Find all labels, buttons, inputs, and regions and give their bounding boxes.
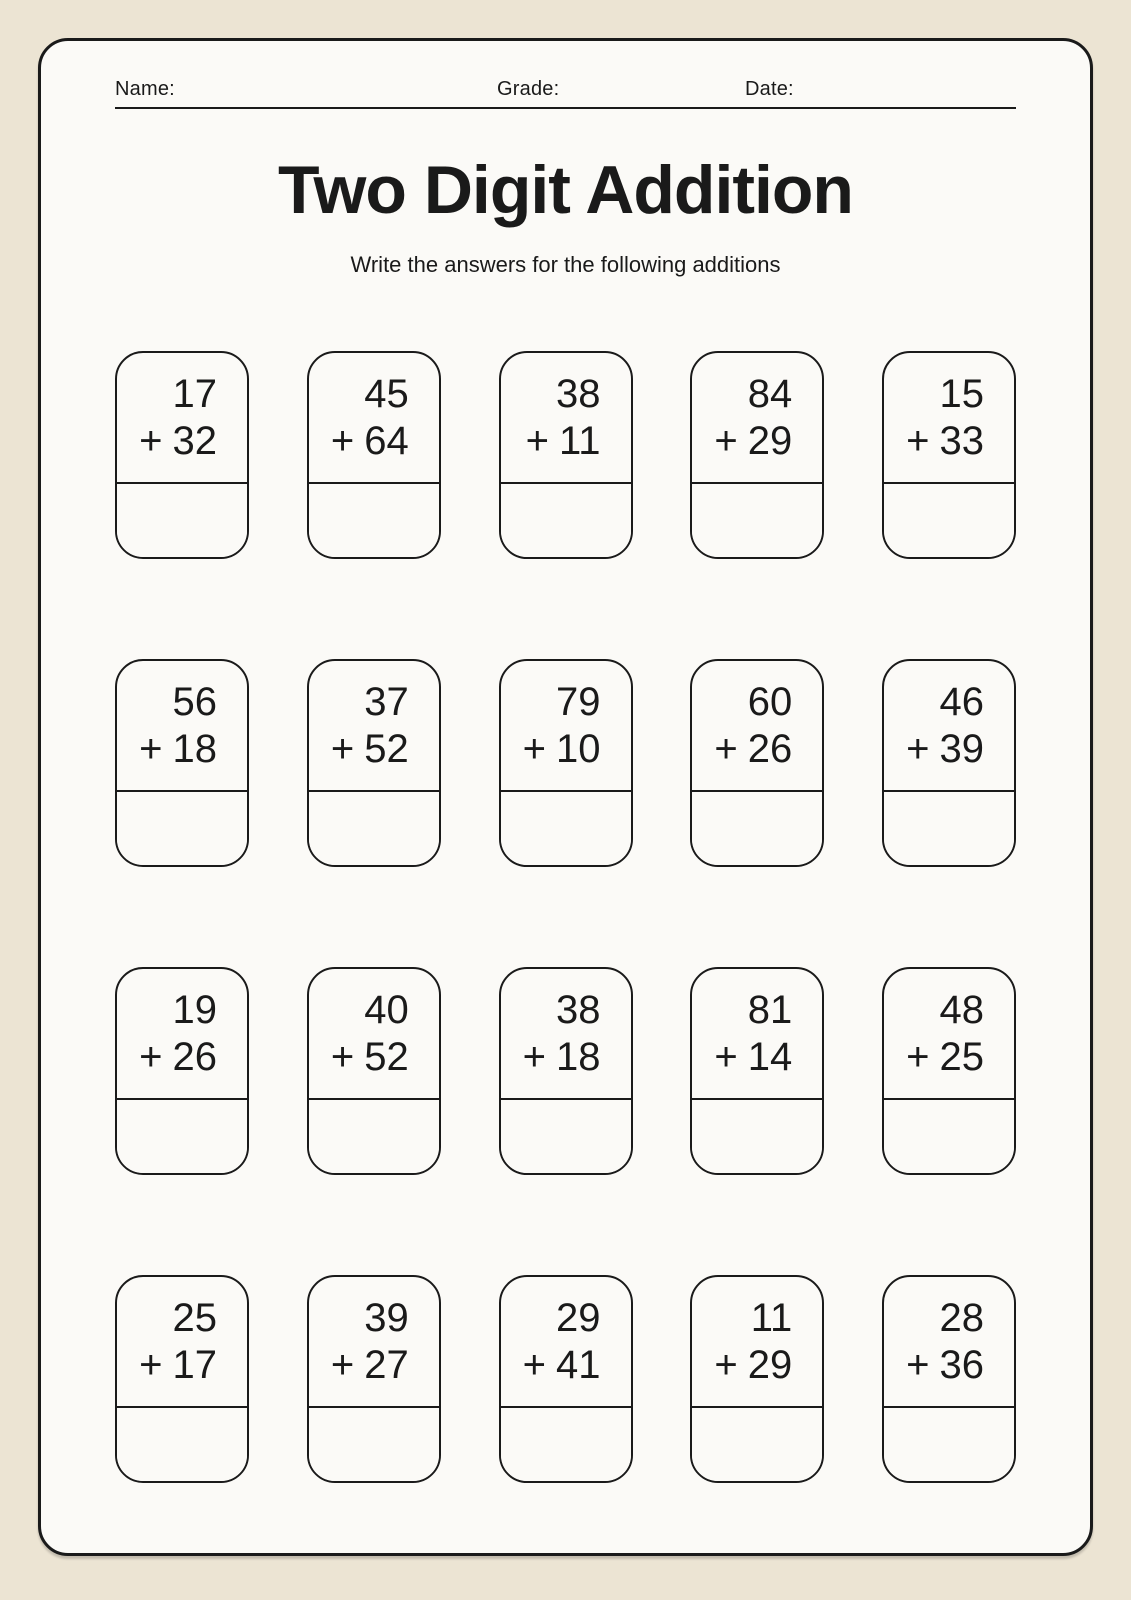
plus-operator: + xyxy=(525,418,549,463)
answer-box[interactable] xyxy=(884,1406,1014,1481)
addition-problem-card xyxy=(882,659,1016,867)
addend-bottom: 29 xyxy=(747,1342,793,1387)
problem-expression xyxy=(692,661,822,790)
addend-bottom-line xyxy=(884,726,984,773)
addend-bottom-line xyxy=(501,726,601,773)
name-label: Name: xyxy=(115,78,175,100)
plus-operator: + xyxy=(330,1342,355,1387)
answer-box[interactable] xyxy=(501,790,631,865)
answer-box[interactable] xyxy=(309,1098,439,1173)
answer-box[interactable] xyxy=(692,1406,822,1481)
addend-bottom: 25 xyxy=(939,1034,984,1079)
addend-bottom: 27 xyxy=(364,1342,409,1387)
date-label: Date: xyxy=(745,78,794,100)
addend-bottom-line xyxy=(117,418,217,465)
problem-expression xyxy=(884,353,1014,482)
addend-top: 19 xyxy=(172,987,217,1032)
plus-operator: + xyxy=(522,1342,546,1387)
plus-operator: + xyxy=(906,1342,930,1387)
worksheet-subtitle: Write the answers for the following additions xyxy=(350,252,781,277)
addend-bottom: 32 xyxy=(172,418,217,463)
worksheet-title: Two Digit Addition xyxy=(278,152,853,228)
addition-problem-card xyxy=(307,967,441,1175)
grade-label: Grade: xyxy=(497,78,560,100)
addend-bottom: 26 xyxy=(747,726,793,771)
addend-bottom: 18 xyxy=(172,726,217,771)
problem-expression xyxy=(117,1277,247,1406)
addend-top: 40 xyxy=(364,987,409,1032)
problem-expression xyxy=(501,969,631,1098)
addend-top: 17 xyxy=(172,371,217,416)
problem-expression xyxy=(692,353,822,482)
addend-top: 38 xyxy=(556,371,601,416)
addition-problem-card xyxy=(115,1275,249,1483)
addend-bottom-line xyxy=(117,1034,217,1081)
addition-problem-card xyxy=(690,967,824,1175)
addend-bottom-line xyxy=(884,418,984,465)
problem-expression xyxy=(692,969,822,1098)
addend-top: 79 xyxy=(556,679,601,724)
addend-top: 15 xyxy=(939,371,984,416)
addend-bottom-line xyxy=(501,1034,601,1081)
addition-problem-card xyxy=(115,967,249,1175)
plus-operator: + xyxy=(906,726,930,771)
problem-expression xyxy=(117,969,247,1098)
addend-top: 84 xyxy=(747,371,793,416)
addend-bottom: 18 xyxy=(556,1034,601,1079)
addend-top: 25 xyxy=(172,1295,217,1340)
answer-box[interactable] xyxy=(117,1406,247,1481)
plus-operator: + xyxy=(330,1034,355,1079)
addend-bottom: 39 xyxy=(939,726,984,771)
answer-box[interactable] xyxy=(117,1098,247,1173)
addend-bottom-line xyxy=(501,418,601,465)
addition-problem-card xyxy=(307,351,441,559)
addend-bottom-line xyxy=(692,726,792,773)
addend-bottom-line xyxy=(309,1034,409,1081)
answer-box[interactable] xyxy=(884,482,1014,557)
plus-operator: + xyxy=(330,418,355,463)
plus-operator: + xyxy=(714,726,738,771)
answer-box[interactable] xyxy=(117,482,247,557)
addend-top: 81 xyxy=(747,987,793,1032)
addend-bottom: 52 xyxy=(364,1034,409,1079)
addend-top: 46 xyxy=(939,679,984,724)
addend-bottom-line xyxy=(309,726,409,773)
answer-box[interactable] xyxy=(501,1098,631,1173)
addition-problem-card xyxy=(115,351,249,559)
addend-bottom: 29 xyxy=(747,418,793,463)
addition-problem-card xyxy=(882,351,1016,559)
addend-bottom: 52 xyxy=(364,726,409,771)
addend-bottom-line xyxy=(309,418,409,465)
answer-box[interactable] xyxy=(692,482,822,557)
addend-top: 38 xyxy=(556,987,601,1032)
addition-problem-card xyxy=(307,1275,441,1483)
addition-problem-card xyxy=(499,967,633,1175)
plus-operator: + xyxy=(522,1034,546,1079)
answer-box[interactable] xyxy=(884,1098,1014,1173)
plus-operator: + xyxy=(714,1342,738,1387)
answer-box[interactable] xyxy=(309,1406,439,1481)
problem-expression xyxy=(501,1277,631,1406)
addition-problem-card xyxy=(690,351,824,559)
addend-bottom: 14 xyxy=(747,1034,793,1079)
plus-operator: + xyxy=(522,726,546,771)
answer-box[interactable] xyxy=(309,482,439,557)
plus-operator: + xyxy=(139,1342,163,1387)
addend-bottom: 33 xyxy=(939,418,984,463)
problem-expression xyxy=(501,353,631,482)
problem-expression xyxy=(117,661,247,790)
problem-expression xyxy=(309,353,439,482)
problems-grid xyxy=(115,351,1016,1483)
addition-problem-card xyxy=(499,1275,633,1483)
addition-problem-card xyxy=(115,659,249,867)
addend-bottom: 36 xyxy=(939,1342,984,1387)
addend-bottom: 41 xyxy=(556,1342,601,1387)
problem-expression xyxy=(884,661,1014,790)
answer-box[interactable] xyxy=(117,790,247,865)
plus-operator: + xyxy=(906,1034,930,1079)
answer-box[interactable] xyxy=(692,790,822,865)
addition-problem-card xyxy=(499,659,633,867)
addend-bottom: 17 xyxy=(172,1342,217,1387)
header-fields xyxy=(115,77,1016,101)
addend-top: 29 xyxy=(556,1295,601,1340)
addend-top: 37 xyxy=(364,679,409,724)
addend-top: 28 xyxy=(939,1295,984,1340)
addend-bottom: 26 xyxy=(172,1034,217,1079)
addend-bottom-line xyxy=(692,1034,792,1081)
addend-top: 60 xyxy=(747,679,793,724)
plus-operator: + xyxy=(139,726,163,771)
addend-bottom-line xyxy=(692,418,792,465)
addition-problem-card xyxy=(882,967,1016,1175)
addend-bottom-line xyxy=(692,1342,792,1389)
plus-operator: + xyxy=(714,1034,738,1079)
worksheet-page xyxy=(38,38,1093,1556)
addition-problem-card xyxy=(499,351,633,559)
answer-box[interactable] xyxy=(884,790,1014,865)
answer-box[interactable] xyxy=(309,790,439,865)
plus-operator: + xyxy=(330,726,355,771)
addend-top: 45 xyxy=(364,371,409,416)
addend-bottom-line xyxy=(117,726,217,773)
problem-expression xyxy=(309,969,439,1098)
problem-expression xyxy=(117,353,247,482)
answer-box[interactable] xyxy=(692,1098,822,1173)
addend-bottom-line xyxy=(884,1342,984,1389)
addend-bottom-line xyxy=(117,1342,217,1389)
addition-problem-card xyxy=(307,659,441,867)
problem-expression xyxy=(309,661,439,790)
problem-expression xyxy=(309,1277,439,1406)
plus-operator: + xyxy=(906,418,930,463)
addend-top: 48 xyxy=(939,987,984,1032)
addend-bottom-line xyxy=(309,1342,409,1389)
addition-problem-card xyxy=(690,659,824,867)
addend-top: 56 xyxy=(172,679,217,724)
plus-operator: + xyxy=(714,418,738,463)
addend-bottom: 64 xyxy=(364,418,409,463)
addend-bottom: 11 xyxy=(558,418,601,463)
header-write-line[interactable] xyxy=(115,107,1016,109)
problem-expression xyxy=(884,969,1014,1098)
addition-problem-card xyxy=(690,1275,824,1483)
addition-problem-card xyxy=(882,1275,1016,1483)
addend-top: 11 xyxy=(750,1295,793,1340)
addend-bottom-line xyxy=(501,1342,601,1389)
problem-expression xyxy=(884,1277,1014,1406)
answer-box[interactable] xyxy=(501,1406,631,1481)
plus-operator: + xyxy=(139,418,163,463)
problem-expression xyxy=(692,1277,822,1406)
answer-box[interactable] xyxy=(501,482,631,557)
plus-operator: + xyxy=(139,1034,163,1079)
addend-bottom-line xyxy=(884,1034,984,1081)
addend-top: 39 xyxy=(364,1295,409,1340)
addend-bottom: 10 xyxy=(556,726,601,771)
problem-expression xyxy=(501,661,631,790)
